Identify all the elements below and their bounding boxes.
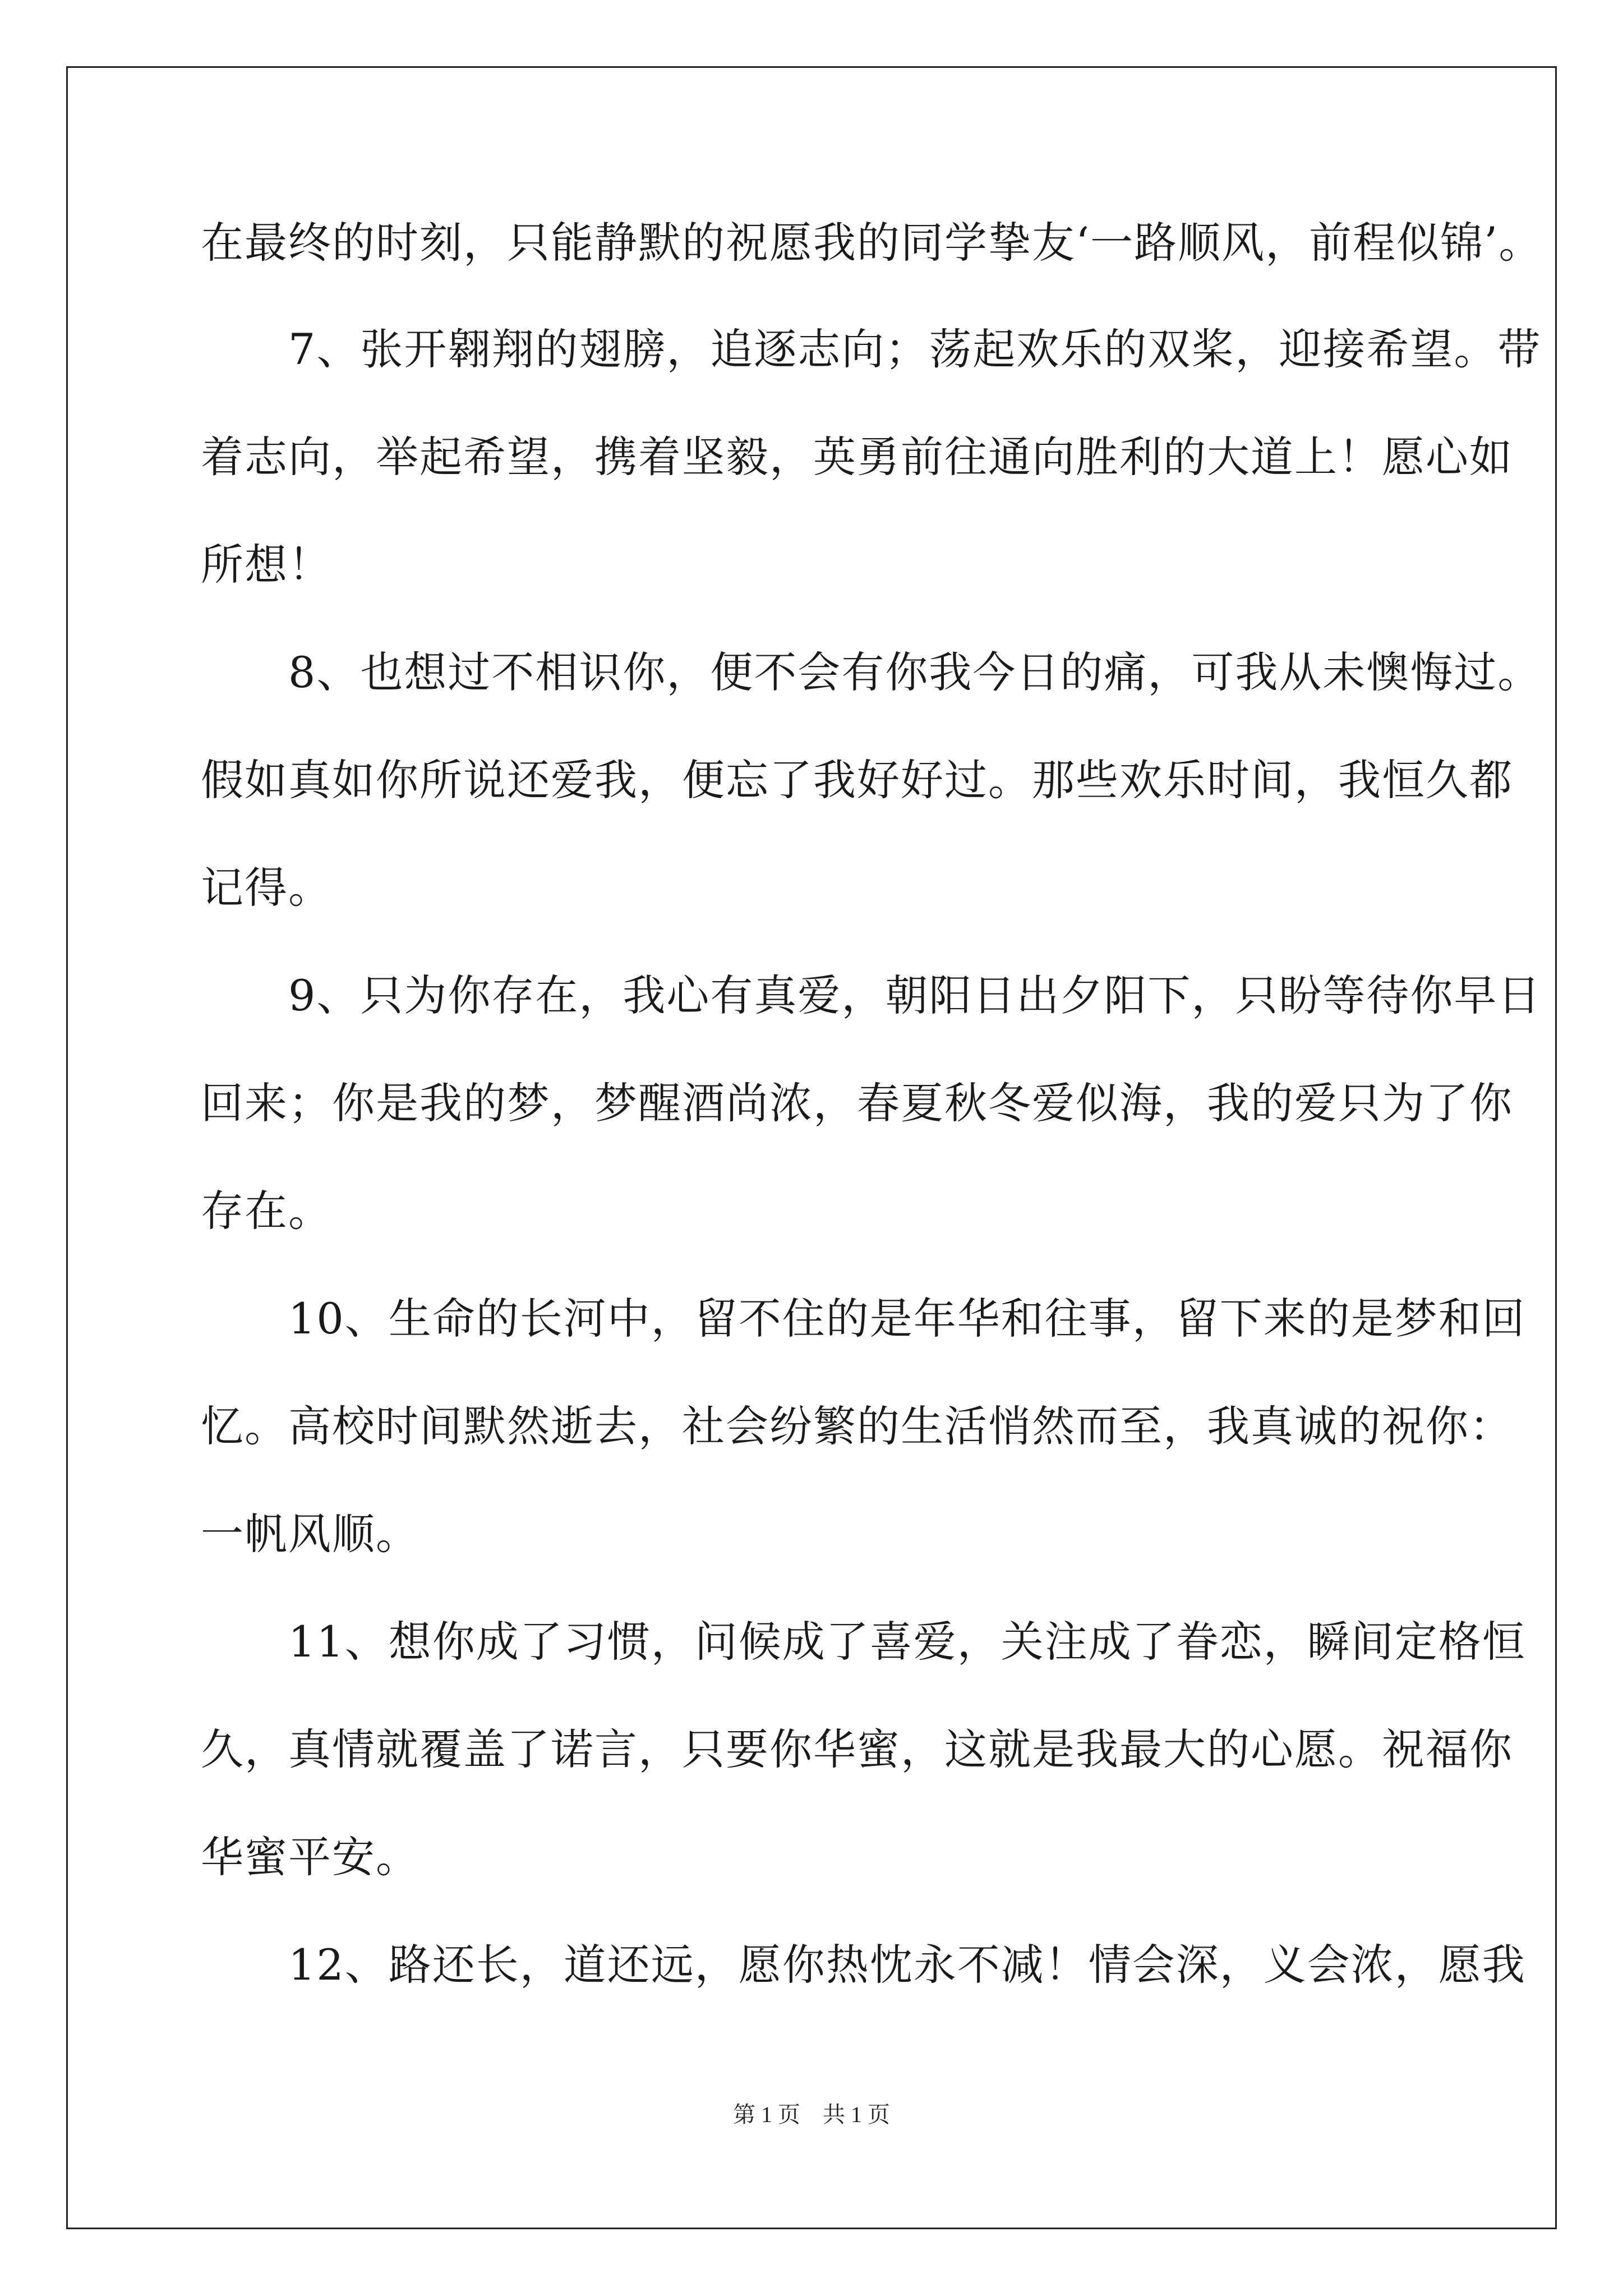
text-line: 9、只为你存在，我心有真爱，朝阳日出夕阳下，只盼等待你早日 xyxy=(201,970,1542,1020)
text-line: 11、想你成了习惯，问候成了喜爱，关注成了眷恋，瞬间定格恒 xyxy=(201,1617,1526,1667)
text-line: 在最终的时刻，只能静默的祝愿我的同学挚友‘一路顺风，前程似锦’。 xyxy=(201,218,1543,268)
text-line: 12、路还长，道还远，愿你热忱永不减！情会深，义会浓，愿我 xyxy=(201,1940,1526,1990)
page-border xyxy=(66,66,1557,2229)
text-line: 华蜜平安。 xyxy=(201,1832,419,1882)
text-line: 记得。 xyxy=(201,863,332,913)
text-line: 久，真情就覆盖了诺言，只要你华蜜，这就是我最大的心愿。祝福你 xyxy=(201,1724,1513,1774)
text-line: 一帆风顺。 xyxy=(201,1509,419,1559)
text-line: 10、生命的长河中，留不住的是年华和往事，留下来的是梦和回 xyxy=(201,1294,1526,1343)
text-line: 假如真如你所说还爱我，便忘了我好好过。那些欢乐时间，我恒久都 xyxy=(201,755,1513,805)
text-line: 8、也想过不相识你，便不会有你我今日的痛，可我从未懊悔过。 xyxy=(201,647,1542,697)
text-line: 存在。 xyxy=(201,1186,332,1236)
text-line: 忆。高校时间默然逝去，社会纷繁的生活悄然而至，我真诚的祝你： xyxy=(201,1401,1513,1451)
page-number-footer: 第 1 页 共 1 页 xyxy=(733,2102,890,2127)
text-line: 所想！ xyxy=(201,540,332,590)
text-line: 着志向，举起希望，携着坚毅，英勇前往通向胜利的大道上！愿心如 xyxy=(201,432,1513,482)
text-line: 7、张开翱翔的翅膀，追逐志向；荡起欢乐的双桨，迎接希望。带 xyxy=(201,324,1542,374)
text-line: 回来；你是我的梦，梦醒酒尚浓，春夏秋冬爱似海，我的爱只为了你 xyxy=(201,1078,1513,1128)
